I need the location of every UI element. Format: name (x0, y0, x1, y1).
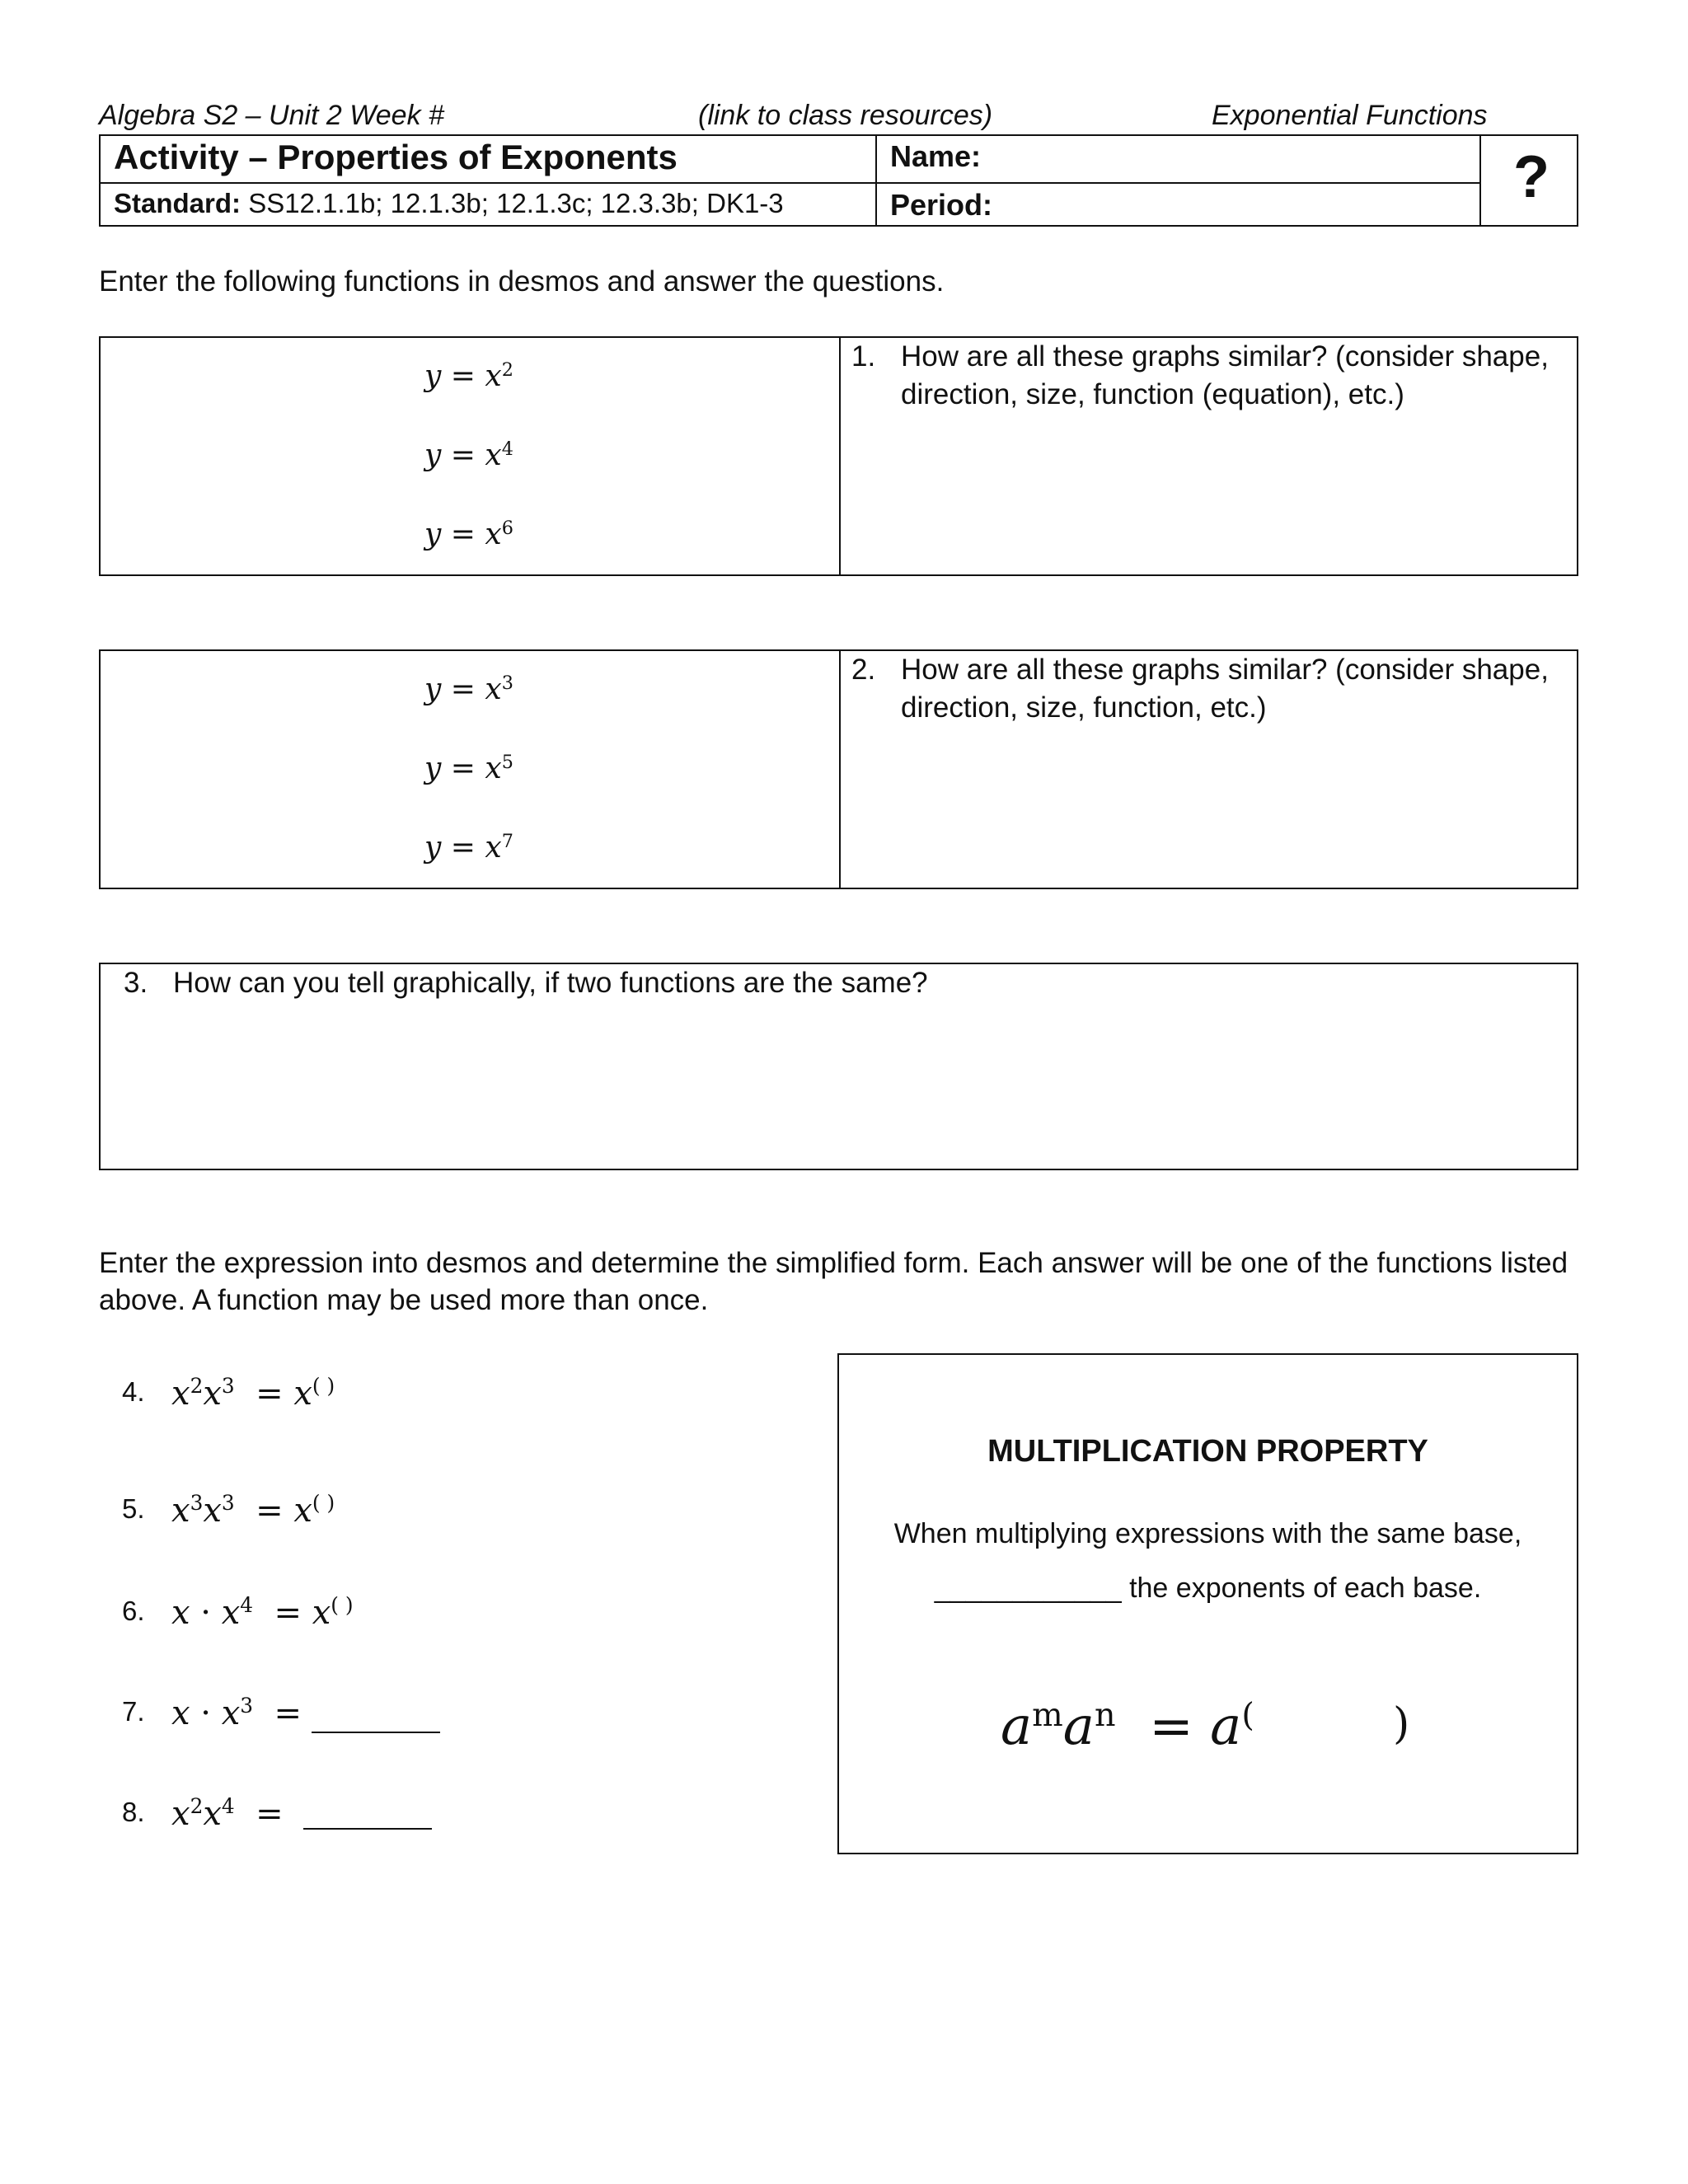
function-1b: $y = x^4$ (424, 438, 513, 472)
course-label: Algebra S2 – Unit 2 Week # (99, 100, 444, 131)
question-2-text: How are all these graphs similar? (consider shape, direction, size, function, etc.) (901, 654, 1549, 724)
function-2a: $y = x^3$ (424, 672, 513, 706)
intro-text: Enter the following functions in desmos and answer the questions. (99, 265, 945, 298)
topic-label: Exponential Functions (1212, 100, 1488, 131)
problem-6-number: 6. (122, 1596, 145, 1626)
name-field[interactable] (930, 138, 1474, 180)
problem-5-number: 5. (122, 1493, 145, 1524)
problem-8-answer-blank[interactable] (303, 1828, 432, 1830)
title-divider (99, 182, 1479, 184)
function-2c: $y = x^7$ (424, 830, 513, 865)
simplify-instructions: Enter the expression into desmos and determine the simplified form. Each answer will be one of the functions listed above. A function may be used more than once. (99, 1247, 1568, 1316)
problem-5-expression: $x^3x^3 = x^{( )}$ (171, 1491, 335, 1530)
period-field[interactable] (997, 185, 1475, 223)
group-2-divider (839, 649, 841, 889)
property-line-2: ____________ the exponents of each base. (934, 1572, 1482, 1604)
property-formula-close-paren: ) (1393, 1699, 1410, 1749)
problem-7-expression: $x \cdot x^3$ = (171, 1694, 302, 1732)
name-label: Name: (890, 139, 982, 173)
problem-8-number: 8. (122, 1797, 145, 1827)
title-col-divider (875, 134, 877, 227)
property-blank[interactable]: ____________ (934, 1572, 1122, 1604)
standard-label: Standard: (114, 188, 241, 218)
standard-row (114, 188, 784, 219)
property-line-1: When multiplying expressions with the same base, (893, 1518, 1522, 1549)
group-1-divider (839, 336, 841, 576)
problem-7-number: 7. (122, 1696, 145, 1727)
standard-value: SS12.1.1b; 12.1.3b; 12.1.3c; 12.3.3b; DK1-3 (248, 188, 784, 218)
question-3-text: How can you tell graphically, if two functions are the same? (173, 967, 928, 999)
problem-6-expression: $x \cdot x^4 = x^{( )}$ (171, 1593, 354, 1632)
help-col-divider (1479, 134, 1481, 227)
help-icon: ? (1513, 144, 1550, 210)
period-label: Period: (890, 188, 993, 222)
activity-title: Activity – Properties of Exponents (114, 138, 678, 176)
question-1-text: How are all these graphs similar? (consider shape, direction, size, function (equation), etc.) (901, 340, 1549, 410)
problem-7-answer-blank[interactable] (312, 1732, 440, 1733)
function-2b: $y = x^5$ (424, 751, 513, 785)
property-title: MULTIPLICATION PROPERTY (987, 1434, 1428, 1469)
function-1c: $y = x^6$ (424, 517, 513, 551)
problem-8-expression: $x^2x^4$ = (171, 1794, 284, 1833)
property-formula: $a^ma^n = a^($ (1001, 1696, 1254, 1757)
question-1-number: 1. (851, 340, 876, 373)
question-2-number: 2. (851, 654, 876, 686)
question-3-number: 3. (124, 967, 148, 999)
class-resources-link[interactable]: (link to class resources) (698, 100, 993, 131)
problem-4-expression: $x^2x^3 = x^{( )}$ (171, 1374, 335, 1413)
problem-4-number: 4. (122, 1376, 145, 1407)
function-1a: $y = x^2$ (424, 359, 513, 393)
